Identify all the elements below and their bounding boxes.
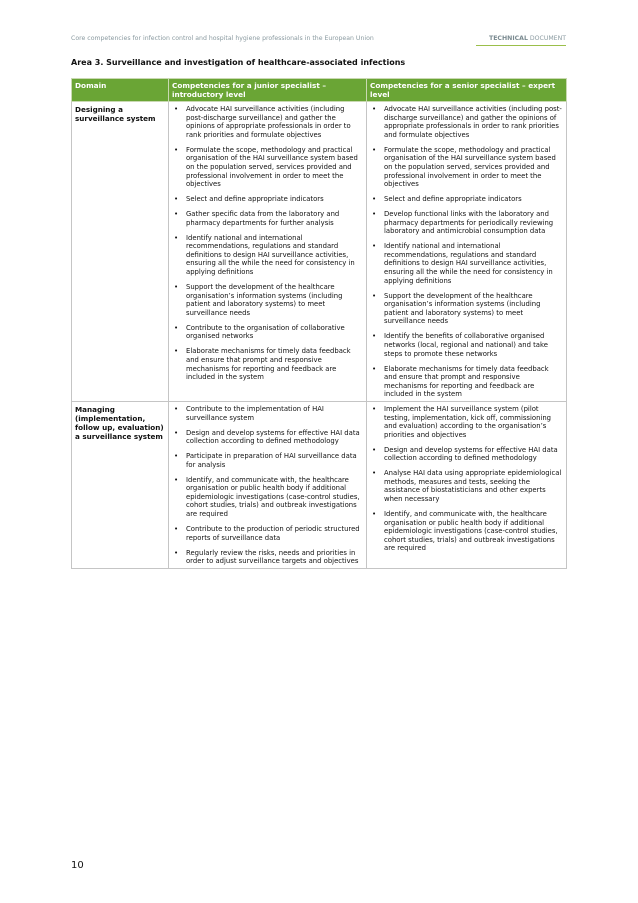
list-item: • Advocate HAI surveillance activities (including post-discharge surveillance) and gather the opinions of appropriate professionals in order to rank priorities and formulate objectives (172, 105, 362, 139)
list-item: • Analyse HAI data using appropriate epidemiological methods, measures and tests, seeking the assistance of biostatisticians and other experts when necessary (370, 469, 562, 503)
senior-cell (367, 102, 567, 402)
table-header-row (72, 79, 567, 102)
senior-list (370, 105, 562, 399)
list-item: • Gather specific data from the laboratory and pharmacy departments for further analysis (172, 210, 362, 227)
table-row-designing (72, 102, 567, 402)
junior-list (172, 405, 362, 566)
list-item: • Elaborate mechanisms for timely data feedback and ensure that prompt and responsive mechanisms for reporting and feedback are included in the system (172, 347, 362, 381)
list-item: • Formulate the scope, methodology and practical organisation of the HAI surveillance system based on the population served, services provided and professional involvement in order to meet the objectives (370, 146, 562, 189)
page-number: 10 (71, 860, 84, 871)
list-item: • Design and develop systems for effective HAI data collection according to defined methodology (172, 429, 362, 446)
competency-table (71, 78, 567, 569)
list-item: • Develop functional links with the laboratory and pharmacy departments for periodically reviewing laboratory and antimicrobial consumption data (370, 210, 562, 236)
senior-list (370, 405, 562, 553)
header-doc-type-bold: TECHNICAL (488, 35, 528, 42)
table-row-managing (72, 401, 567, 568)
list-item: • Elaborate mechanisms for timely data feedback and ensure that prompt and responsive mechanisms for reporting and feedback are included in the system (370, 365, 562, 399)
header-underline (476, 45, 566, 46)
area-title: Area 3. Surveillance and investigation of healthcare-associated infections (71, 58, 406, 67)
list-item: • Formulate the scope, methodology and practical organisation of the HAI surveillance system based on the population served, services provided and professional involvement in order to meet the objectives (172, 146, 362, 189)
list-item: • Contribute to the implementation of HAI surveillance system (172, 405, 362, 422)
list-item: • Identify, and communicate with, the healthcare organisation or public health body if additional epidemiologic investigations (case-control studies, cohort studies, trials) and outbreak investigations are required (172, 476, 362, 519)
header-doc-type-rest: DOCUMENT (527, 35, 566, 42)
list-item: • Support the development of the healthcare organisation’s information systems (including patient and laboratory systems) to meet surveillance needs (370, 292, 562, 326)
header-title: Core competencies for infection control and hospital hygiene professionals in the European Union (71, 35, 374, 42)
header-senior: Competencies for a senior specialist – expert level (367, 79, 567, 102)
running-header (71, 35, 566, 47)
senior-cell (367, 401, 567, 568)
junior-list (172, 105, 362, 382)
list-item: • Identify national and international recommendations, regulations and standard definitions to design HAI surveillance activities, ensuring all the while the need for consistency in applying definitions (370, 242, 562, 285)
header-junior: Competencies for a junior specialist – introductory level (169, 79, 367, 102)
list-item: • Select and define appropriate indicators (370, 195, 562, 204)
list-item: • Participate in preparation of HAI surveillance data for analysis (172, 452, 362, 469)
domain-cell: Designing a surveillance system (72, 102, 169, 402)
list-item: • Identify the benefits of collaborative organised networks (local, regional and national) and take steps to promote these networks (370, 332, 562, 358)
list-item: • Select and define appropriate indicators (172, 195, 362, 204)
junior-cell (169, 102, 367, 402)
list-item: • Contribute to the organisation of collaborative organised networks (172, 324, 362, 341)
list-item: • Implement the HAI surveillance system (pilot testing, implementation, kick off, commissioning and evaluation) according to the organisation’s priorities and objectives (370, 405, 562, 439)
header-domain: Domain (72, 79, 169, 102)
list-item: • Identify national and international recommendations, regulations and standard definitions to design HAI surveillance activities, ensuring all the while the need for consistency in applying definitions (172, 234, 362, 277)
header-doc-type (489, 35, 566, 42)
domain-cell: Managing (implementation, follow up, evaluation) a surveillance system (72, 401, 169, 568)
list-item: • Design and develop systems for effective HAI data collection according to defined methodology (370, 446, 562, 463)
list-item: • Advocate HAI surveillance activities (including post-discharge surveillance) and gather the opinions of appropriate professionals in order to rank priorities and formulate objectives (370, 105, 562, 139)
junior-cell (169, 401, 367, 568)
list-item: • Identify, and communicate with, the healthcare organisation or public health body if additional epidemiologic investigations (case-control studies, cohort studies, trials) and outbreak investigations are required (370, 510, 562, 553)
list-item: • Regularly review the risks, needs and priorities in order to adjust surveillance targets and objectives (172, 549, 362, 566)
list-item: • Support the development of the healthcare organisation’s information systems (including patient and laboratory systems) to meet surveillance needs (172, 283, 362, 317)
list-item: • Contribute to the production of periodic structured reports of surveillance data (172, 525, 362, 542)
